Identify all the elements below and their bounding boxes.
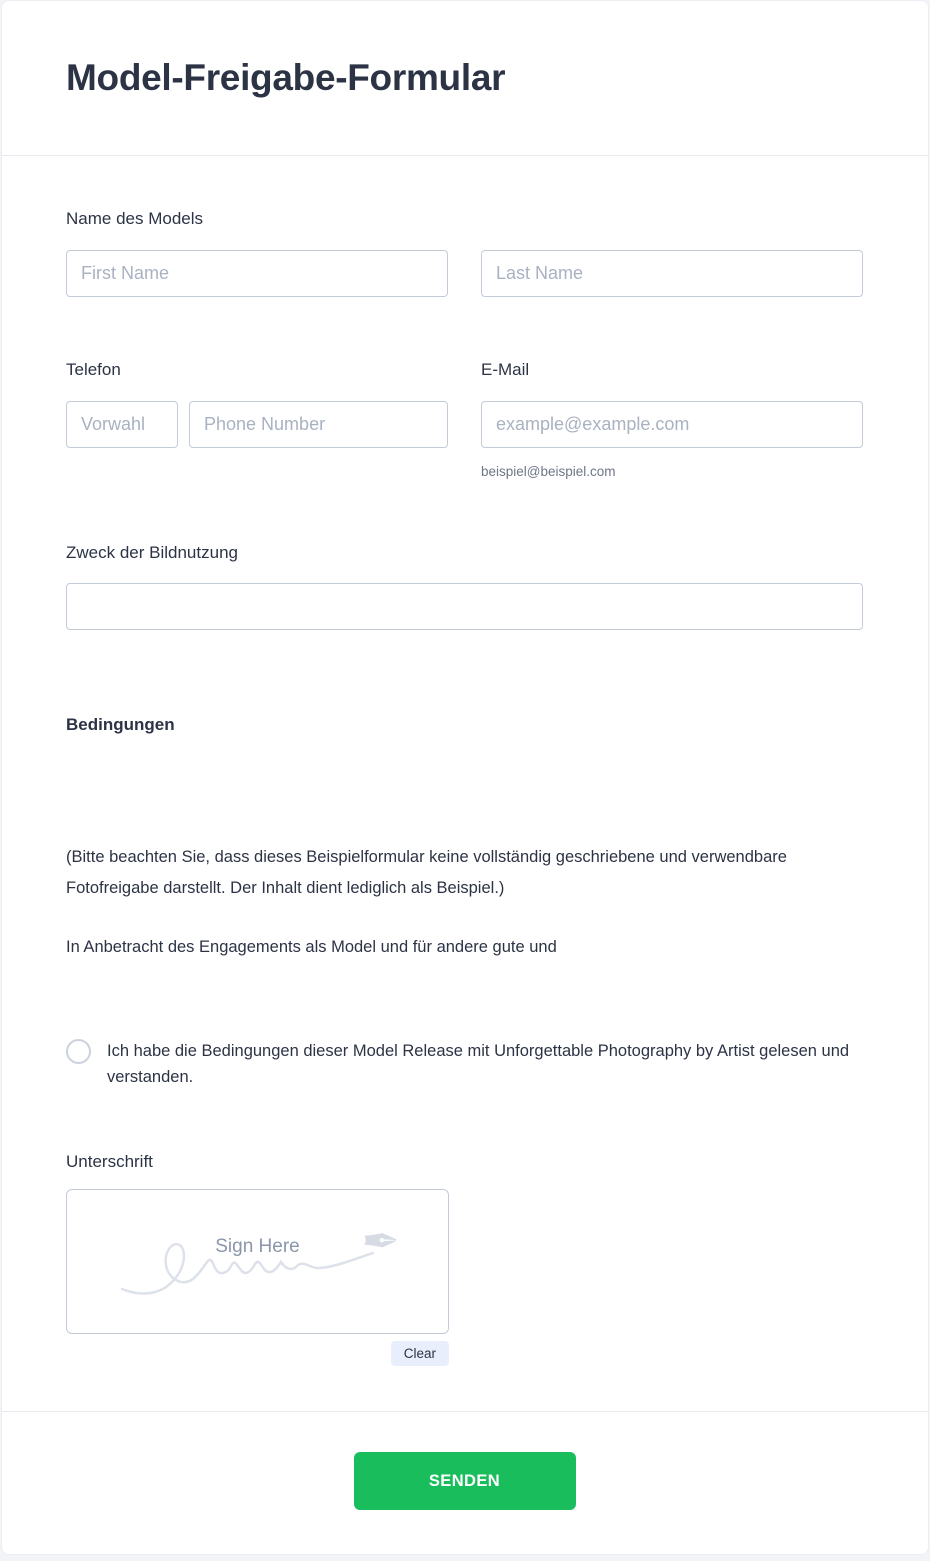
form-body (2, 209, 928, 1554)
purpose-input[interactable] (66, 583, 863, 630)
field-group-contact (66, 360, 863, 479)
first-name-input[interactable] (66, 250, 448, 297)
consent-option[interactable] (66, 1038, 863, 1090)
name-label: Name des Models (66, 209, 204, 228)
consent-radio[interactable] (66, 1039, 91, 1064)
phone-label: Telefon (66, 360, 121, 379)
signature-label: Unterschrift (66, 1152, 153, 1171)
form-card (1, 0, 929, 1555)
page-title: Model-Freigabe-Formular (66, 57, 506, 98)
field-group-purpose (66, 543, 863, 630)
footer-divider (2, 1411, 928, 1412)
phone-area-code-input[interactable] (66, 401, 178, 448)
signature-pad[interactable] (66, 1189, 449, 1334)
field-group-email (481, 360, 863, 479)
email-input[interactable] (481, 401, 863, 448)
field-group-name (66, 209, 863, 297)
signature-squiggle-icon (67, 1190, 450, 1335)
purpose-label: Zweck der Bildnutzung (66, 543, 238, 562)
terms-paragraph-1: (Bitte beachten Sie, dass dieses Beispielformular keine vollständig geschriebene und verwendbare Fotofreigabe darstellt. Der Inhalt dient lediglich als Beispiel.) (66, 848, 787, 897)
field-group-signature (66, 1152, 863, 1366)
email-label: E-Mail (481, 360, 530, 379)
consent-label: Ich habe die Bedingungen dieser Model Release mit Unforgettable Photography by Artist gelesen und verstanden. (107, 1042, 850, 1086)
clear-signature-button[interactable]: Clear (391, 1341, 449, 1366)
sign-here-text: Sign Here (215, 1236, 300, 1257)
last-name-input[interactable] (481, 250, 863, 297)
phone-number-input[interactable] (189, 401, 448, 448)
email-helper-text: beispiel@beispiel.com (481, 464, 616, 479)
form-header (2, 1, 928, 156)
pen-nib-icon: ✒ (361, 1214, 400, 1268)
terms-paragraph-2: In Anbetracht des Engagements als Model und für andere gute und (66, 938, 557, 956)
field-group-phone (66, 360, 448, 479)
submit-button[interactable]: SENDEN (354, 1452, 576, 1510)
terms-heading: Bedingungen (66, 715, 175, 734)
